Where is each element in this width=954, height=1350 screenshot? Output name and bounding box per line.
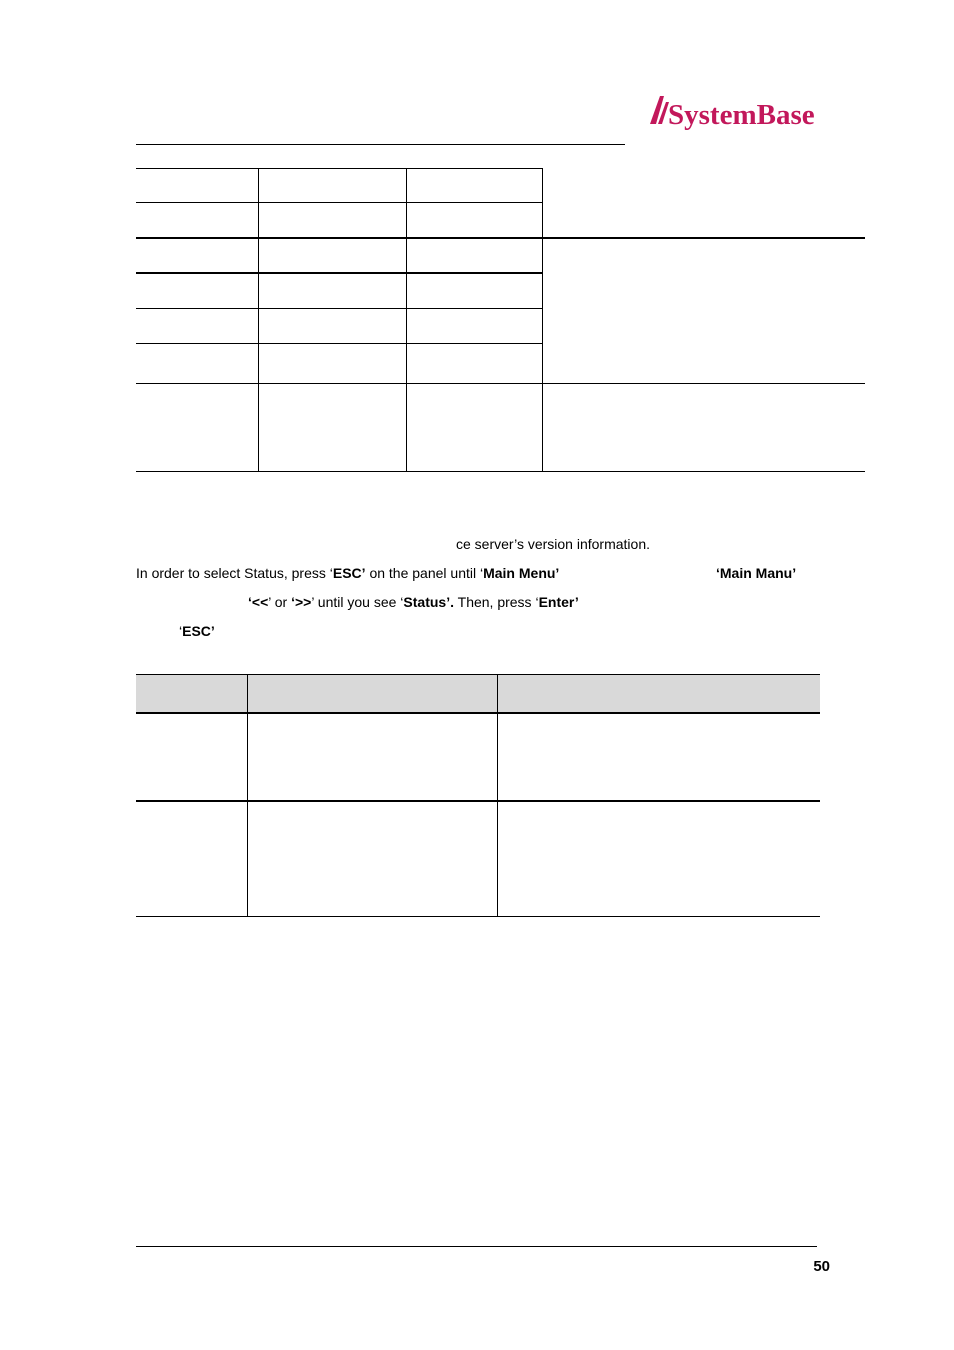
status-label: Status’. bbox=[403, 594, 454, 610]
instruction-line-1: In order to select Status, press ‘ESC’ on the panel until ‘Main Menu’ bbox=[136, 565, 560, 581]
main-menu-label: Main Menu’ bbox=[483, 565, 560, 581]
logo-mark-icon bbox=[648, 92, 824, 132]
prev-key-label: ‘<< bbox=[248, 594, 269, 610]
systembase-logo bbox=[648, 92, 824, 132]
header-rule bbox=[136, 144, 625, 145]
next-key-label: ‘>> bbox=[291, 594, 312, 610]
instruction-line-2: ‘<<’ or ‘>>’ until you see ‘Status’. Then, press ‘Enter’ bbox=[248, 594, 579, 610]
version-info-text: ce server’s version information. bbox=[456, 536, 651, 552]
instruction-main-manu: ‘Main Manu’ bbox=[716, 565, 797, 581]
table-lower-header bbox=[136, 675, 820, 712]
footer-rule bbox=[136, 1246, 817, 1247]
logo-text: SystemBase bbox=[668, 99, 815, 131]
esc-key-label-2: ESC’ bbox=[182, 623, 215, 639]
page-number: 50 bbox=[813, 1258, 830, 1275]
esc-key-label: ESC’ bbox=[332, 565, 366, 581]
instruction-line-3: ‘ESC’ bbox=[179, 623, 215, 639]
enter-key-label: Enter’ bbox=[538, 594, 579, 610]
